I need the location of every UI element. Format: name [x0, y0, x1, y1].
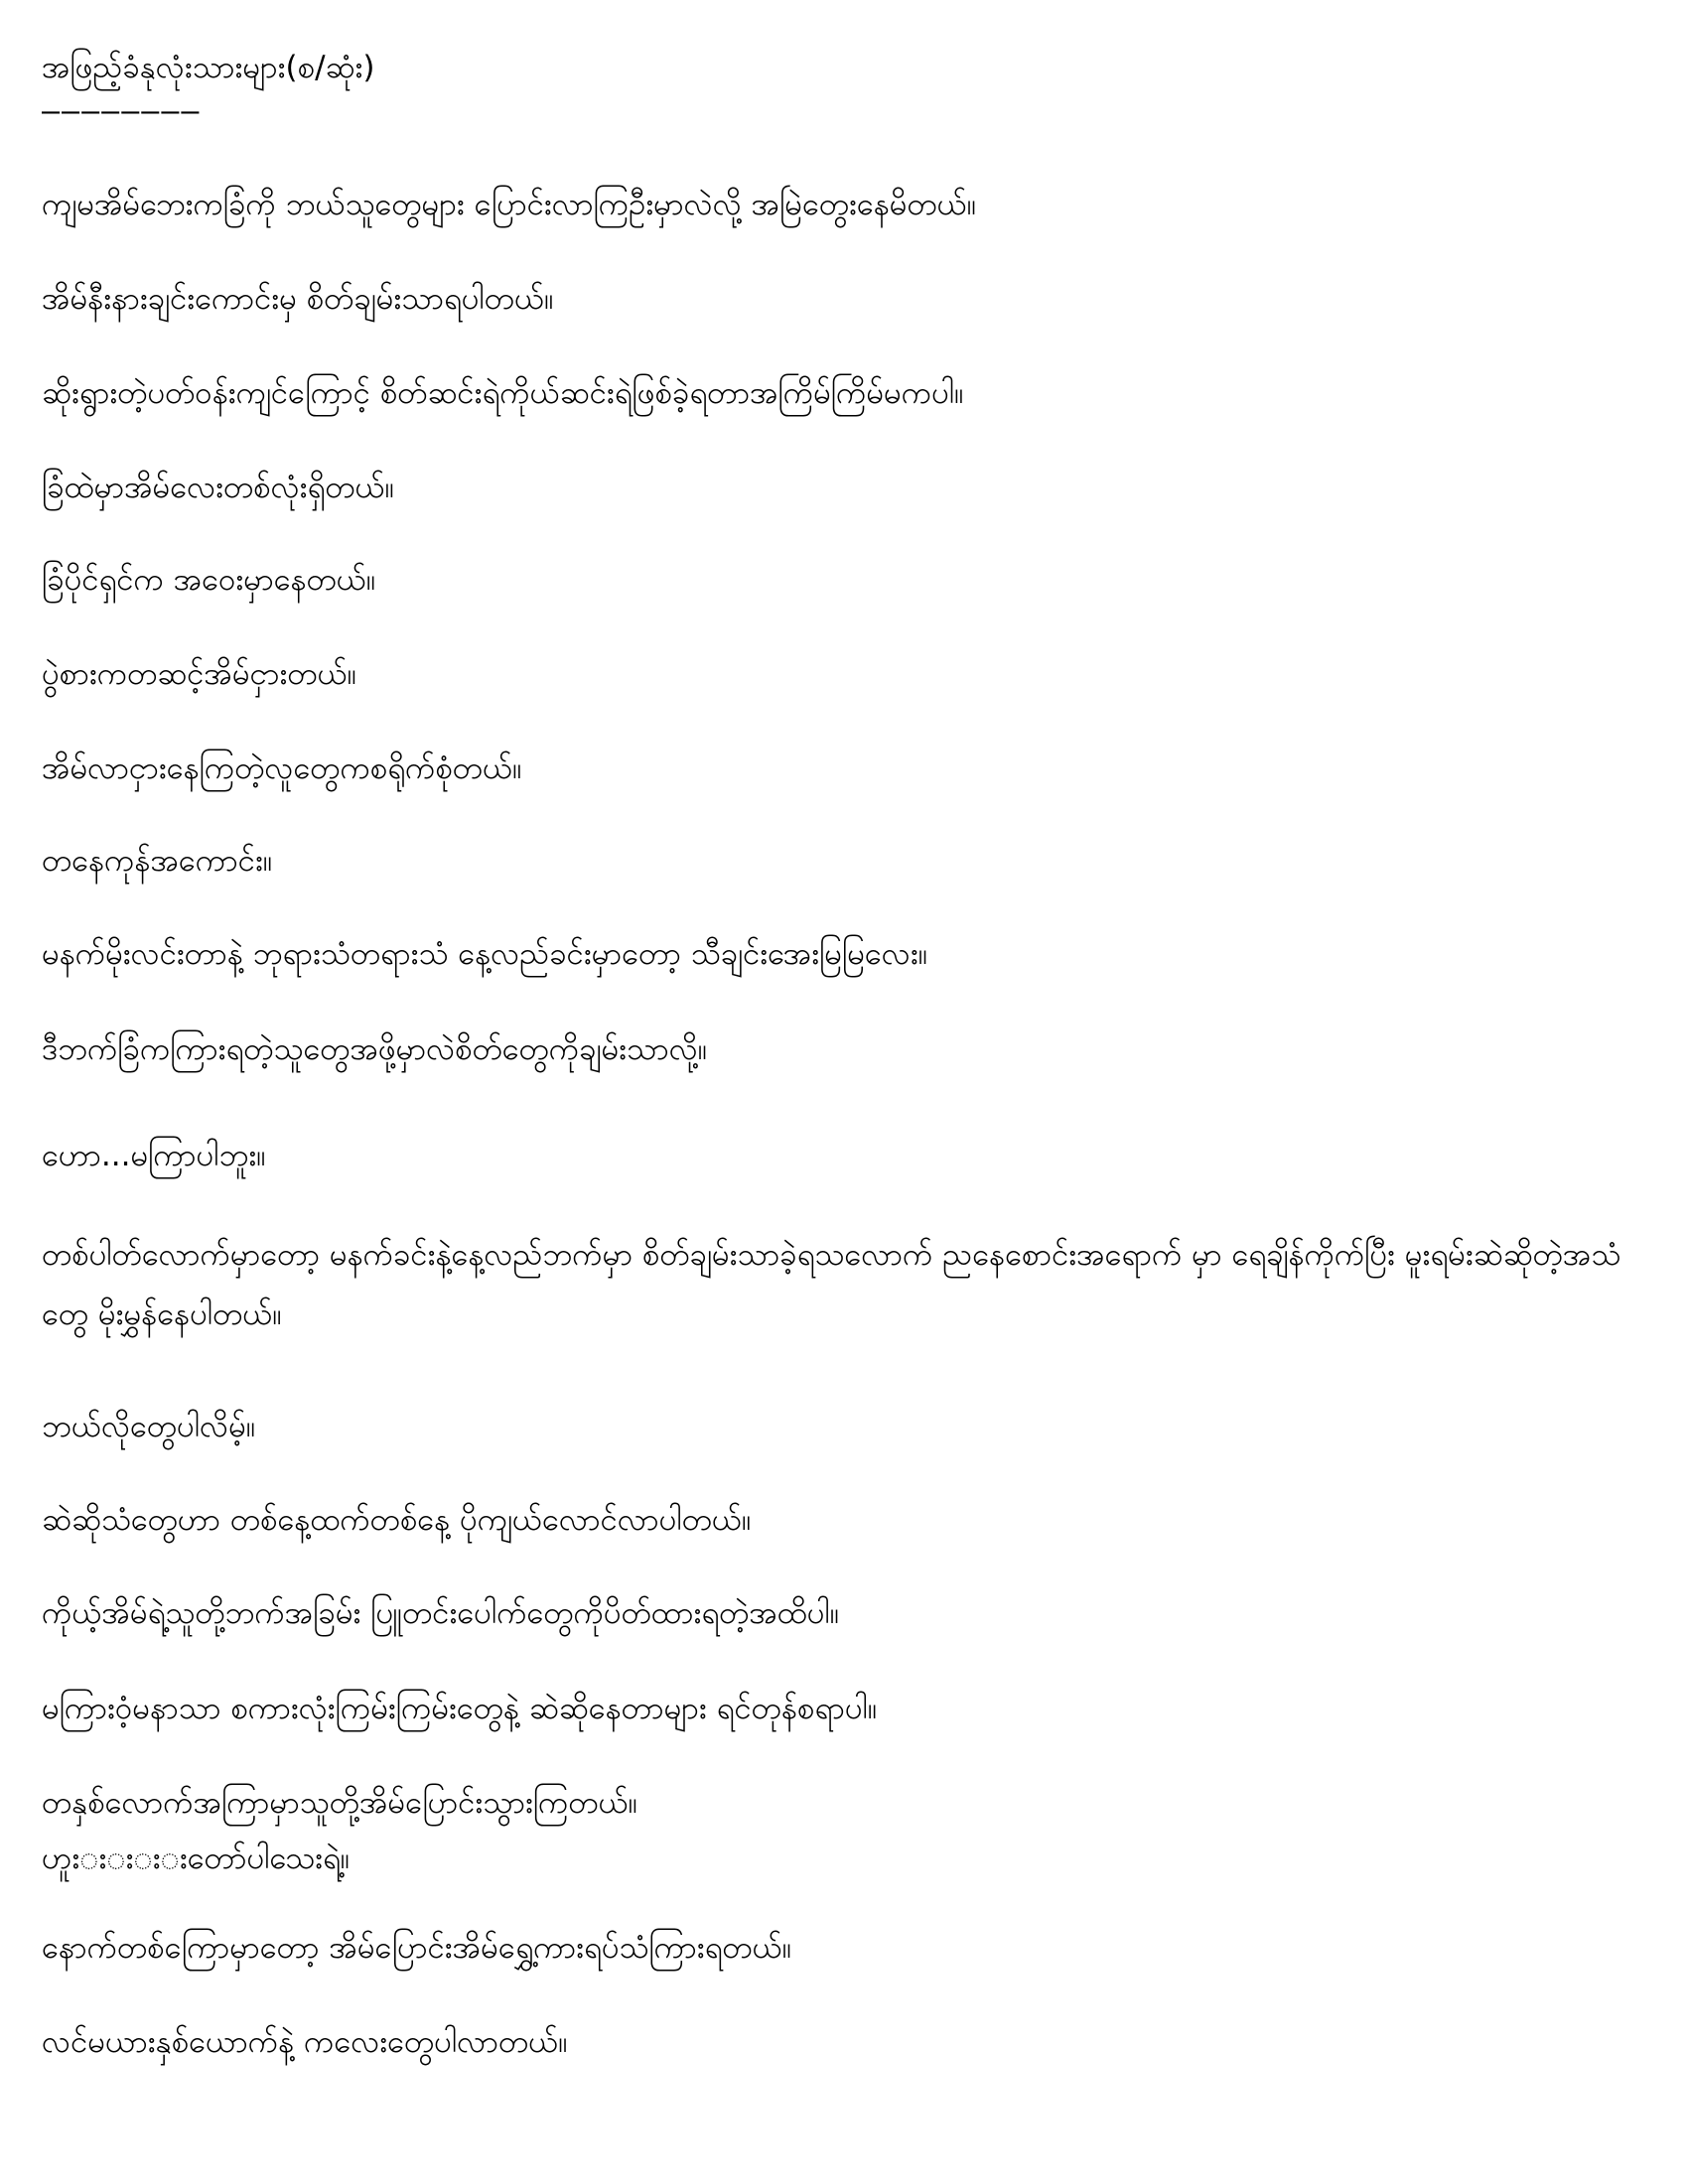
paragraph: ခြံထဲမှာအိမ်လေးတစ်လုံးရှိတယ်။ [42, 470, 395, 505]
paragraph: လင်မယားနှစ်ယောက်နဲ့ ကလေးတွေပါလာတယ်။ [42, 2024, 568, 2060]
paragraph: တနှစ်လောက်အကြာမှာသူတို့အိမ်ပြောင်းသွားကြတယ်။ [42, 1785, 638, 1821]
paragraph: ကိုယ့်အိမ်ရဲ့သူတို့ဘက်အခြမ်း ပြူတင်းပေါက်တွေကိုပိတ်ထားရတဲ့အထိပါ။ [42, 1595, 840, 1631]
title-divider: ———————— [42, 102, 202, 122]
paragraph: ဆဲဆိုသံတွေဟာ တစ်နေ့ထက်တစ်နေ့ ပိုကျယ်လောင်လာပါတယ်။ [42, 1502, 752, 1538]
paragraph: တနေကုန်အကောင်း။ [42, 843, 273, 879]
paragraph: အိမ်လာငှားနေကြတဲ့လူတွေကစရိုက်စုံတယ်။ [42, 751, 522, 786]
paragraph: ဆိုးရွားတဲ့ပတ်ဝန်းကျင်ကြောင့် စိတ်ဆင်းရဲကိုယ်ဆင်းရဲဖြစ်ခဲ့ရတာအကြိမ်ကြိမ်မကပါ။ [42, 375, 964, 411]
paragraph: ဒီဘက်ခြံကကြားရတဲ့သူတွေအဖို့မှာလဲစိတ်တွေကိုချမ်းသာလို့။ [42, 1031, 708, 1067]
paragraph: ဟူး◌း◌း◌း◌းတော်ပါသေးရဲ့။ [42, 1841, 351, 1876]
paragraph: မနက်မိုးလင်းတာနဲ့ ဘုရားသံတရားသံ နေ့လည်ခင်းမှာတော့ သီချင်းအေးမြမြလေး။ [42, 936, 928, 972]
document-title: အဖြည့်ခံနုလုံးသားများ(စ/ဆုံး) [42, 50, 375, 85]
paragraph: ဟော...မကြာပါဘူး။ [42, 1138, 266, 1173]
paragraph: ခြံပိုင်ရှင်က အဝေးမှာနေတယ်။ [42, 562, 376, 598]
paragraph: နောက်တစ်ကြောမှာတော့ အိမ်ပြောင်းအိမ်ရွှေ့ကားရပ်သံကြားရတယ်။ [42, 1930, 792, 1966]
paragraph: ကျမအိမ်ဘေးကခြံကို ဘယ်သူတွေများ ပြောင်းလာကြဦးမှာလဲလို့ အမြဲတွေးနေမိတယ်။ [42, 187, 977, 222]
paragraph: ပွဲစားကတဆင့်အိမ်ငှားတယ်။ [42, 656, 357, 692]
paragraph: တစ်ပါတ်လောက်မှာတော့ မနက်ခင်းနဲ့နေ့လည်ဘက်မှာ စိတ်ချမ်းသာခဲ့ရသလောက် ညနေစောင်းအရောက် မှာ ရေချိန်ကိုက်ပြီး မူးရမ်းဆဲဆိုတဲ့အသံတွေ မိုးမွှန်နေပါတယ်။ [42, 1237, 1621, 1332]
paragraph: ဘယ်လိုတွေပါလိမ့်။ [42, 1409, 256, 1444]
paragraph: အိမ်နီးနားချင်းကောင်းမှ စိတ်ချမ်းသာရပါတယ်။ [42, 281, 554, 317]
paragraph: မကြားဝံ့မနာသာ စကားလုံးကြမ်းကြမ်းတွေနဲ့ ဆဲဆိုနေတာများ ရင်တုန်စရာပါ။ [42, 1691, 878, 1726]
